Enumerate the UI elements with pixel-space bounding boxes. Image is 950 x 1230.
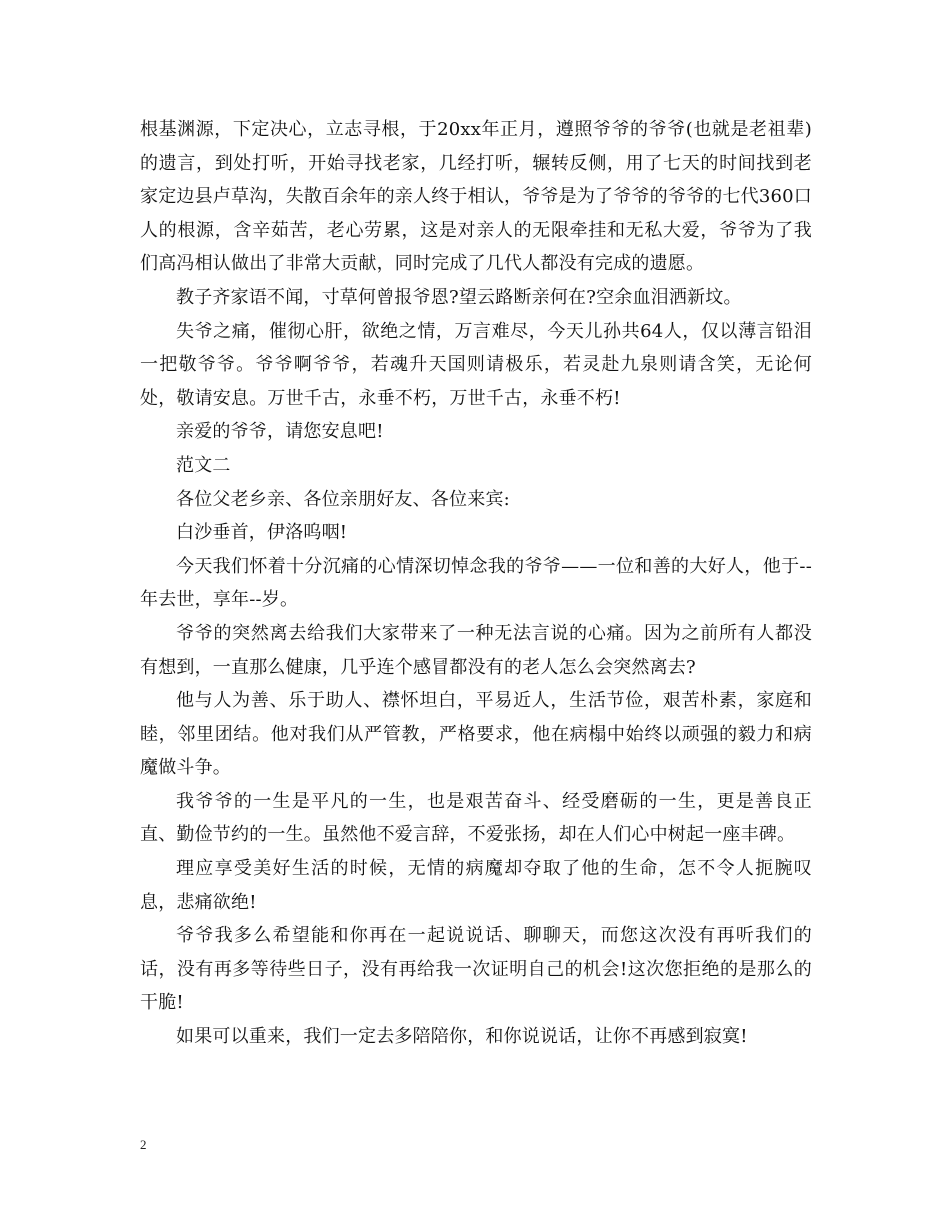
page-number: 2 bbox=[140, 1137, 147, 1152]
paragraph-1: 根基渊源，下定决心，立志寻根，于20xx年正月，遵照爷爷的爷爷(也就是老祖辈)的遗言，到处打听，开始寻找老家，几经打听，辗转反侧，用了七天的时间找到老家定边县卢草沟，失散百余年的亲人终于相认，爷爷是为了爷爷的爷爷的七代360口人的根源，含辛茹苦，老心劳累，这是对亲人的无限牵挂和无私大爱，爷爷为了我们高冯相认做出了非常大贡献，同时完成了几代人都没有完成的遗愿。 bbox=[140, 119, 812, 275]
paragraph-10: 他与人为善、乐于助人、襟怀坦白，平易近人，生活节俭，艰苦朴素，家庭和睦，邻里团结。他对我们从严管教，严格要求，他在病榻中始终以顽强的毅力和病魔做斗争。 bbox=[140, 690, 812, 779]
paragraph-salutation: 各位父老乡亲、各位亲朋好友、各位来宾: bbox=[176, 488, 510, 510]
section-heading: 范文二 bbox=[176, 454, 231, 476]
paragraph-14: 如果可以重来，我们一定去多陪陪你，和你说说话，让你不再感到寂寞! bbox=[176, 1026, 748, 1048]
paragraph-7: 白沙垂首，伊洛呜咽! bbox=[176, 522, 348, 544]
paragraph-12: 理应享受美好生活的时候，无情的病魔却夺取了他的生命，怎不令人扼腕叹息，悲痛欲绝! bbox=[140, 858, 812, 913]
paragraph-13: 爷爷我多么希望能和你再在一起说说话、聊聊天，而您这次没有再听我们的话，没有再多等待些日子，没有再给我一次证明自己的机会!这次您拒绝的是那么的干脆! bbox=[140, 925, 812, 1014]
paragraph-8: 今天我们怀着十分沉痛的心情深切悼念我的爷爷——一位和善的大好人，他于--年去世，享年--岁。 bbox=[140, 555, 812, 611]
paragraph-3: 失爷之痛，催彻心肝，欲绝之情，万言难尽，今天儿孙共64人，仅以薄言铅泪一把敬爷爷。爷爷啊爷爷，若魂升天国则请极乐，若灵赴九泉则请含笑，无论何处，敬请安息。万世千古，永垂不朽，万世千古，永垂不朽! bbox=[140, 320, 812, 409]
document-body bbox=[140, 113, 812, 1054]
paragraph-11: 我爷爷的一生是平凡的一生，也是艰苦奋斗、经受磨砺的一生，更是善良正直、勤俭节约的一生。虽然他不爱言辞，不爱张扬，却在人们心中树起一座丰碑。 bbox=[140, 790, 812, 846]
paragraph-2: 教子齐家语不闻，寸草何曾报爷恩?望云路断亲何在?空余血泪洒新坟。 bbox=[176, 286, 742, 308]
paragraph-9: 爷爷的突然离去给我们大家带来了一种无法言说的心痛。因为之前所有人都没有想到，一直那么健康，几乎连个感冒都没有的老人怎么会突然离去? bbox=[140, 622, 812, 678]
paragraph-4: 亲爱的爷爷，请您安息吧! bbox=[176, 421, 384, 443]
